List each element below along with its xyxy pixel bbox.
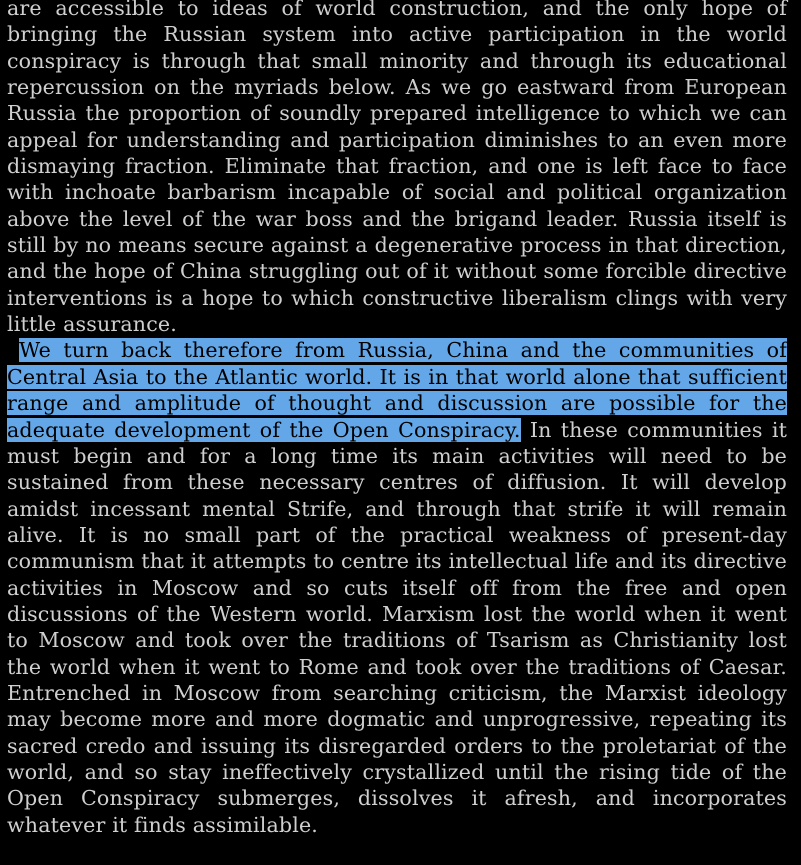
paragraph-text: are accessible to ideas of world construction, and the only hope of bringing the Russian system into active participation in the world conspiracy is through that small minority and through its educational repercussion on the myriads below. As we go eastward from European Russia the proportion of soundly prepared intelligence to which we can appeal for understanding and participation diminishes to an even more dismaying fraction. Eliminate that fraction, and one is left face to face with inchoate barbarism incapable of social and political organization above the level of the war boss and the brigand leader. Russia itself is still by no means secure against a degenerative process in that direction, and the hope of China struggling out of it without some forcible directive interventions is a hope to which constructive liberalism clings with very little assurance. (7, 0, 787, 337)
paragraph (7, 337, 787, 838)
reader-page[interactable] (7, 0, 787, 838)
selected-text-highlight[interactable]: We turn back therefore from Russia, China and the communities of Central Asia to the Atlantic world. It is in that world alone that sufficient range and amplitude of thought and discussion are possible for the adequate development of the Open Conspiracy. (7, 338, 787, 442)
paragraph-text: In these communities it must begin and for a long time its main activities will need to be sustained from these necessary centres of diffusion. It will develop amidst incessant mental Strife, and through that strife it will remain alive. It is no small part of the practical weakness of present-day communism that it attempts to centre its intellectual life and its directive activities in Moscow and so cuts itself off from the free and open discussions of the Western world. Marxism lost the world when it went to Moscow and took over the traditions of Tsarism as Christianity lost the world when it went to Rome and took over the traditions of Caesar. Entrenched in Moscow from searching criticism, the Marxist ideology may become more and more dogmatic and unprogressive, repeating its sacred credo and issuing its disregarded orders to the proletariat of the world, and so stay ineffectively crystallized until the rising tide of the Open Conspiracy submerges, dissolves it afresh, and incorporates whatever it finds assimilable. (7, 417, 787, 837)
paragraph (7, 0, 787, 337)
